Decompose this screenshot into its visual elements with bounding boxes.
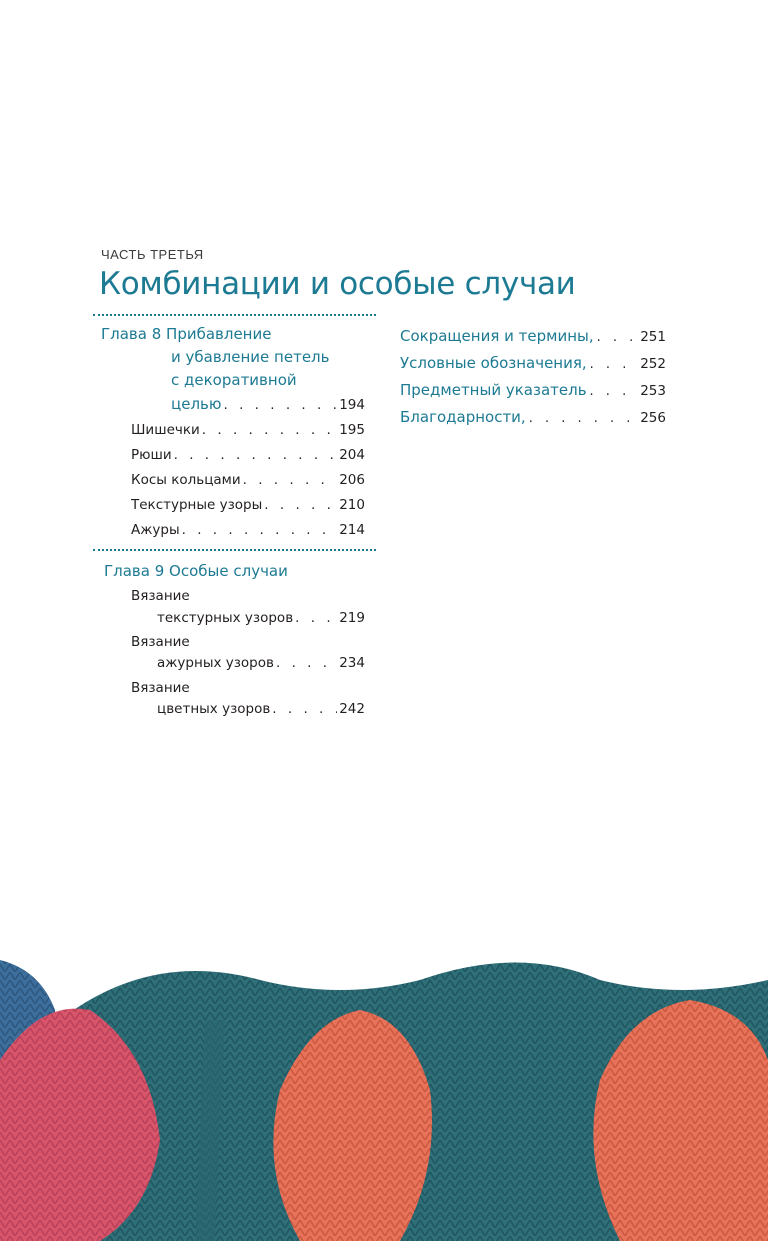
toc-entry[interactable] bbox=[157, 607, 365, 629]
page-number: 234 bbox=[339, 655, 365, 671]
entry-label: Рюши bbox=[131, 447, 172, 463]
entry-label: Ажуры bbox=[131, 522, 180, 538]
sub-entry-head: Вязание bbox=[131, 634, 190, 650]
page-number: 194 bbox=[339, 397, 365, 413]
part-label: ЧАСТЬ ТРЕТЬЯ bbox=[101, 247, 204, 262]
back-matter-entry[interactable] bbox=[400, 323, 666, 349]
dot-leader bbox=[590, 352, 638, 378]
dot-leader bbox=[224, 394, 338, 416]
page-number: 256 bbox=[640, 410, 666, 426]
dot-leader bbox=[264, 494, 337, 516]
entry-label: Косы кольцами bbox=[131, 472, 241, 488]
page-number: 206 bbox=[339, 472, 365, 488]
page-number: 210 bbox=[339, 497, 365, 513]
sub-entry-head: Вязание bbox=[131, 680, 190, 696]
divider-middle bbox=[93, 549, 376, 551]
entry-label: Предметный указатель bbox=[400, 381, 587, 399]
dot-leader bbox=[272, 698, 337, 720]
toc-entry[interactable] bbox=[131, 444, 365, 466]
divider-top bbox=[93, 314, 376, 316]
sub-entry-head: Вязание bbox=[131, 588, 190, 604]
page-number: 253 bbox=[640, 383, 666, 399]
dot-leader bbox=[590, 379, 638, 405]
dot-leader bbox=[529, 406, 638, 432]
dot-leader bbox=[597, 325, 638, 351]
dot-leader bbox=[295, 607, 337, 629]
page-number: 219 bbox=[339, 610, 365, 626]
part-title: Комбинации и особые случаи bbox=[99, 266, 576, 302]
toc-entry[interactable] bbox=[157, 652, 365, 674]
chapter-8-title-line-3[interactable]: с декоративной bbox=[171, 371, 297, 389]
page-number: 195 bbox=[339, 422, 365, 438]
chapter-9-title[interactable]: Глава 9 Особые случаи bbox=[104, 562, 288, 580]
dot-leader bbox=[174, 444, 338, 466]
dot-leader bbox=[202, 419, 337, 441]
back-matter-entry[interactable] bbox=[400, 350, 666, 376]
toc-entry[interactable] bbox=[131, 469, 365, 491]
entry-label: Благодарности, bbox=[400, 408, 526, 426]
page-number: 242 bbox=[339, 701, 365, 717]
dot-leader bbox=[182, 519, 338, 541]
entry-label: цветных узоров bbox=[157, 701, 271, 717]
chapter-8-title-line-1[interactable]: Глава 8 Прибавление bbox=[101, 325, 272, 343]
dot-leader bbox=[276, 652, 337, 674]
page-number: 251 bbox=[640, 329, 666, 345]
page-number: 252 bbox=[640, 356, 666, 372]
chapter-8-title-last[interactable] bbox=[171, 393, 365, 415]
entry-label: Условные обозначения, bbox=[400, 354, 587, 372]
page-number: 214 bbox=[339, 522, 365, 538]
page-number: 204 bbox=[339, 447, 365, 463]
dot-leader bbox=[243, 469, 338, 491]
entry-label: ажурных узоров bbox=[157, 655, 274, 671]
back-matter-entry[interactable] bbox=[400, 377, 666, 403]
toc-entry[interactable] bbox=[157, 698, 365, 720]
toc-entry[interactable] bbox=[131, 419, 365, 441]
entry-label: Шишечки bbox=[131, 422, 200, 438]
chapter-8-title-line-4: целью bbox=[171, 395, 222, 413]
toc-entry[interactable] bbox=[131, 494, 365, 516]
entry-label: текстурных узоров bbox=[157, 610, 294, 626]
entry-label: Сокращения и термины, bbox=[400, 327, 594, 345]
entry-label: Текстурные узоры bbox=[131, 497, 263, 513]
toc-entry[interactable] bbox=[131, 519, 365, 541]
knitted-swatch-image bbox=[0, 940, 768, 1241]
back-matter-entry[interactable] bbox=[400, 404, 666, 430]
chapter-8-title-line-2[interactable]: и убавление петель bbox=[171, 348, 330, 366]
